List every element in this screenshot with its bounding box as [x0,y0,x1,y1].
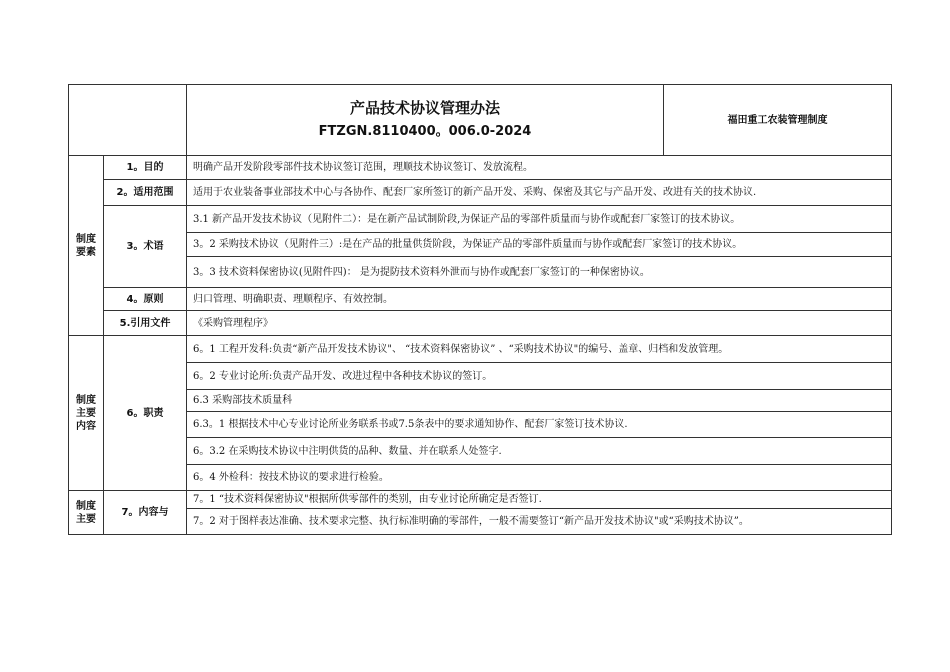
principle-row [69,288,892,311]
duties-line: 6。3.2 在采购技术协议中注明供货的品种、数量、并在联系人处签字. [187,438,892,465]
refs-label: 5.引用文件 [104,311,187,336]
scope-text: 适用于农业装备事业部技术中心与各协作、配套厂家所签订的新产品开发、采购、保密及其它与产品开发、改进有关的技术协议. [187,180,892,206]
content-line: 7。1 “技术资料保密协议"根据所供零部件的类别，由专业讨论所确定是否签订. [187,491,892,509]
duties-row-5 [69,438,892,465]
duties-line: 6。2 专业讨论所:负责产品开发、改进过程中各种技术协议的签订。 [187,363,892,390]
duties-row-3 [69,390,892,412]
terms-row-1 [69,206,892,233]
section-label-content [69,336,104,491]
refs-row [69,311,892,336]
content-line: 7。2 对于图样表达准确、技术要求完整、执行标准明确的零部件，一般不需要签订“新产品开发技术协议"或“采购技术协议”。 [187,509,892,535]
section-label-text: 制度 主要 [76,500,96,525]
refs-text: 《采购管理程序》 [187,311,892,336]
duties-row-4 [69,412,892,438]
terms-label: 3。术语 [104,206,187,288]
purpose-text: 明确产品开发阶段零部件技术协议签订范围，理顺技术协议签订、发放流程。 [187,156,892,180]
principle-text: 归口管理、明确职责、理顺程序、有效控制。 [187,288,892,311]
org-name: 福田重工农装管理制度 [664,85,892,156]
header-row [69,85,892,156]
content-row-2 [69,509,892,535]
section-label-text: 制度 要素 [76,233,96,258]
duties-line: 6。4 外检科：按技术协议的要求进行检验。 [187,465,892,491]
duties-row-6 [69,465,892,491]
section-label-elements [69,156,104,336]
purpose-label: 1。目的 [104,156,187,180]
content-row-1 [69,491,892,509]
header-blank-cell [69,85,187,156]
scope-label: 2。适用范围 [104,180,187,206]
terms-row-2 [69,233,892,257]
doc-code: FTZGN.8110400。006.0-2024 [318,124,532,140]
title-cell [187,85,664,156]
duties-label: 6。职责 [104,336,187,491]
terms-row-3 [69,257,892,288]
duties-row-2 [69,363,892,390]
section-label-main [69,491,104,535]
doc-title: 产品技术协议管理办法 [349,98,500,117]
terms-line: 3。2 采购技术协议（见附件三）:是在产品的批量供货阶段，为保证产品的零部件质量而与协作或配套厂家签订的技术协议。 [187,233,892,257]
duties-line: 6。1 工程开发科:负责“新产品开发技术协议"、 “技术资料保密协议” 、“采购技术协议"的编号、盖章、归档和发放管理。 [187,336,892,363]
duties-row-1 [69,336,892,363]
section-label-text: 制度 主要 内容 [76,394,96,432]
duties-line: 6.3。1 根据技术中心专业讨论所业务联系书或7.5条表中的要求通知协作、配套厂家签订技术协议. [187,412,892,438]
terms-line: 3.1 新产品开发技术协议（见附件二）：是在新产品试制阶段,为保证产品的零部件质量而与协作或配套厂家签订的技术协议。 [187,206,892,233]
duties-line: 6.3 采购部技术质量科 [187,390,892,412]
purpose-row [69,156,892,180]
content-label: 7。内容与 [104,491,187,535]
terms-line: 3。3 技术资料保密协议(见附件四)： 是为提防技术资料外泄而与协作或配套厂家签订的一种保密协议。 [187,257,892,288]
scope-row [69,180,892,206]
regulation-table [68,84,892,535]
principle-label: 4。原则 [104,288,187,311]
